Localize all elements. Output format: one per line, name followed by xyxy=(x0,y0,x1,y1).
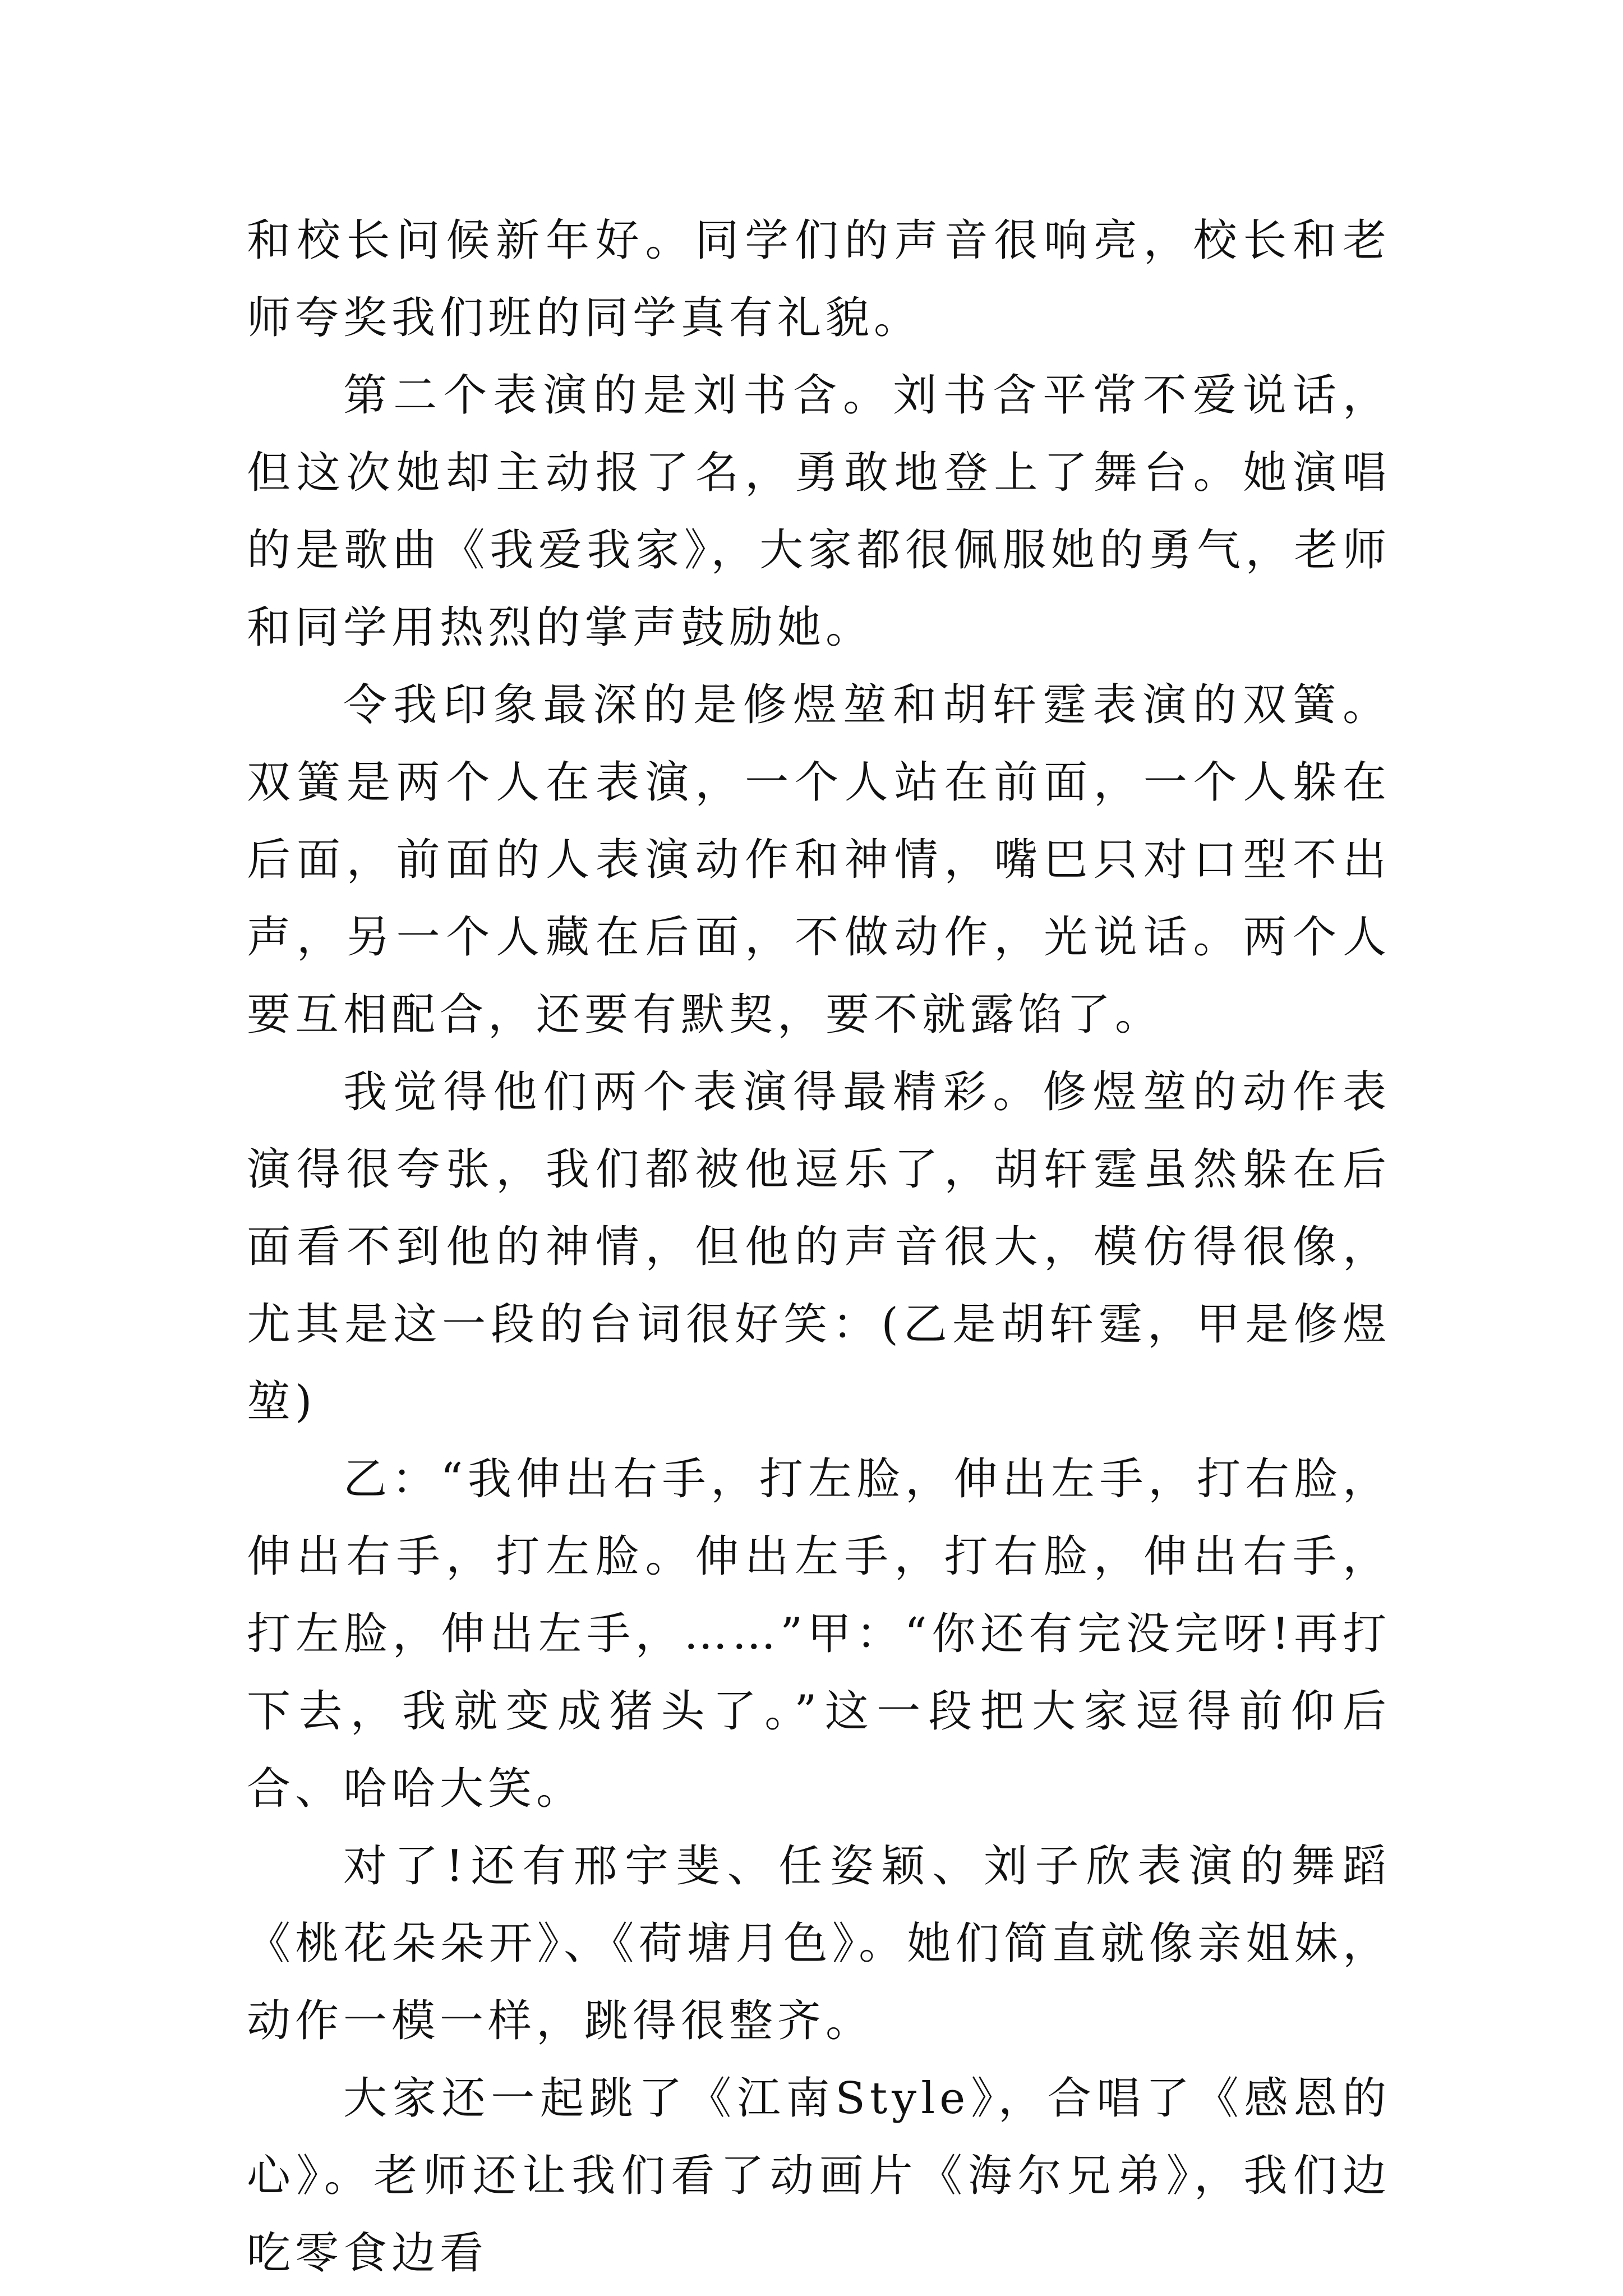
paragraph-7: 大家还一起跳了《江南Style》，合唱了《感恩的心》。老师还让我们看了动画片《海尔兄弟》，我们边吃零食边看 xyxy=(247,2073,1391,2279)
paragraph-4: 我觉得他们两个表演得最精彩。修煜堃的动作表演得很夸张，我们都被他逗乐了，胡轩霆虽然躲在后面看不到他的神情，但他的声音很大，模仿得很像，尤其是这一段的台词很好笑：(乙是胡轩霆，甲是修煜堃) xyxy=(247,1067,1391,1427)
document-body xyxy=(247,202,1391,2292)
paragraph-1: 和校长问候新年好。同学们的声音很响亮，校长和老师夸奖我们班的同学真有礼貌。 xyxy=(247,215,1391,343)
paragraph-3: 令我印象最深的是修煜堃和胡轩霆表演的双簧。双簧是两个人在表演，一个人站在前面，一个人躲在后面，前面的人表演动作和神情，嘴巴只对口型不出声，另一个人藏在后面，不做动作，光说话。两个人要互相配合，还要有默契，要不就露馅了。 xyxy=(247,680,1391,1040)
paragraph-6: 对了!还有邢宇斐、任姿颖、刘子欣表演的舞蹈《桃花朵朵开》、《荷塘月色》。她们简直就像亲姐妹，动作一模一样，跳得很整齐。 xyxy=(247,1841,1391,2046)
paragraph-2: 第二个表演的是刘书含。刘书含平常不爱说话，但这次她却主动报了名，勇敢地登上了舞台。她演唱的是歌曲《我爱我家》，大家都很佩服她的勇气，老师和同学用热烈的掌声鼓励她。 xyxy=(247,370,1391,653)
paragraph-5: 乙：“我伸出右手，打左脸，伸出左手，打右脸，伸出右手，打左脸。伸出左手，打右脸，伸出右手，打左脸，伸出左手，……”甲：“你还有完没完呀!再打下去，我就变成猪头了。”这一段把大家逗得前仰后合、哈哈大笑。 xyxy=(247,1454,1391,1814)
